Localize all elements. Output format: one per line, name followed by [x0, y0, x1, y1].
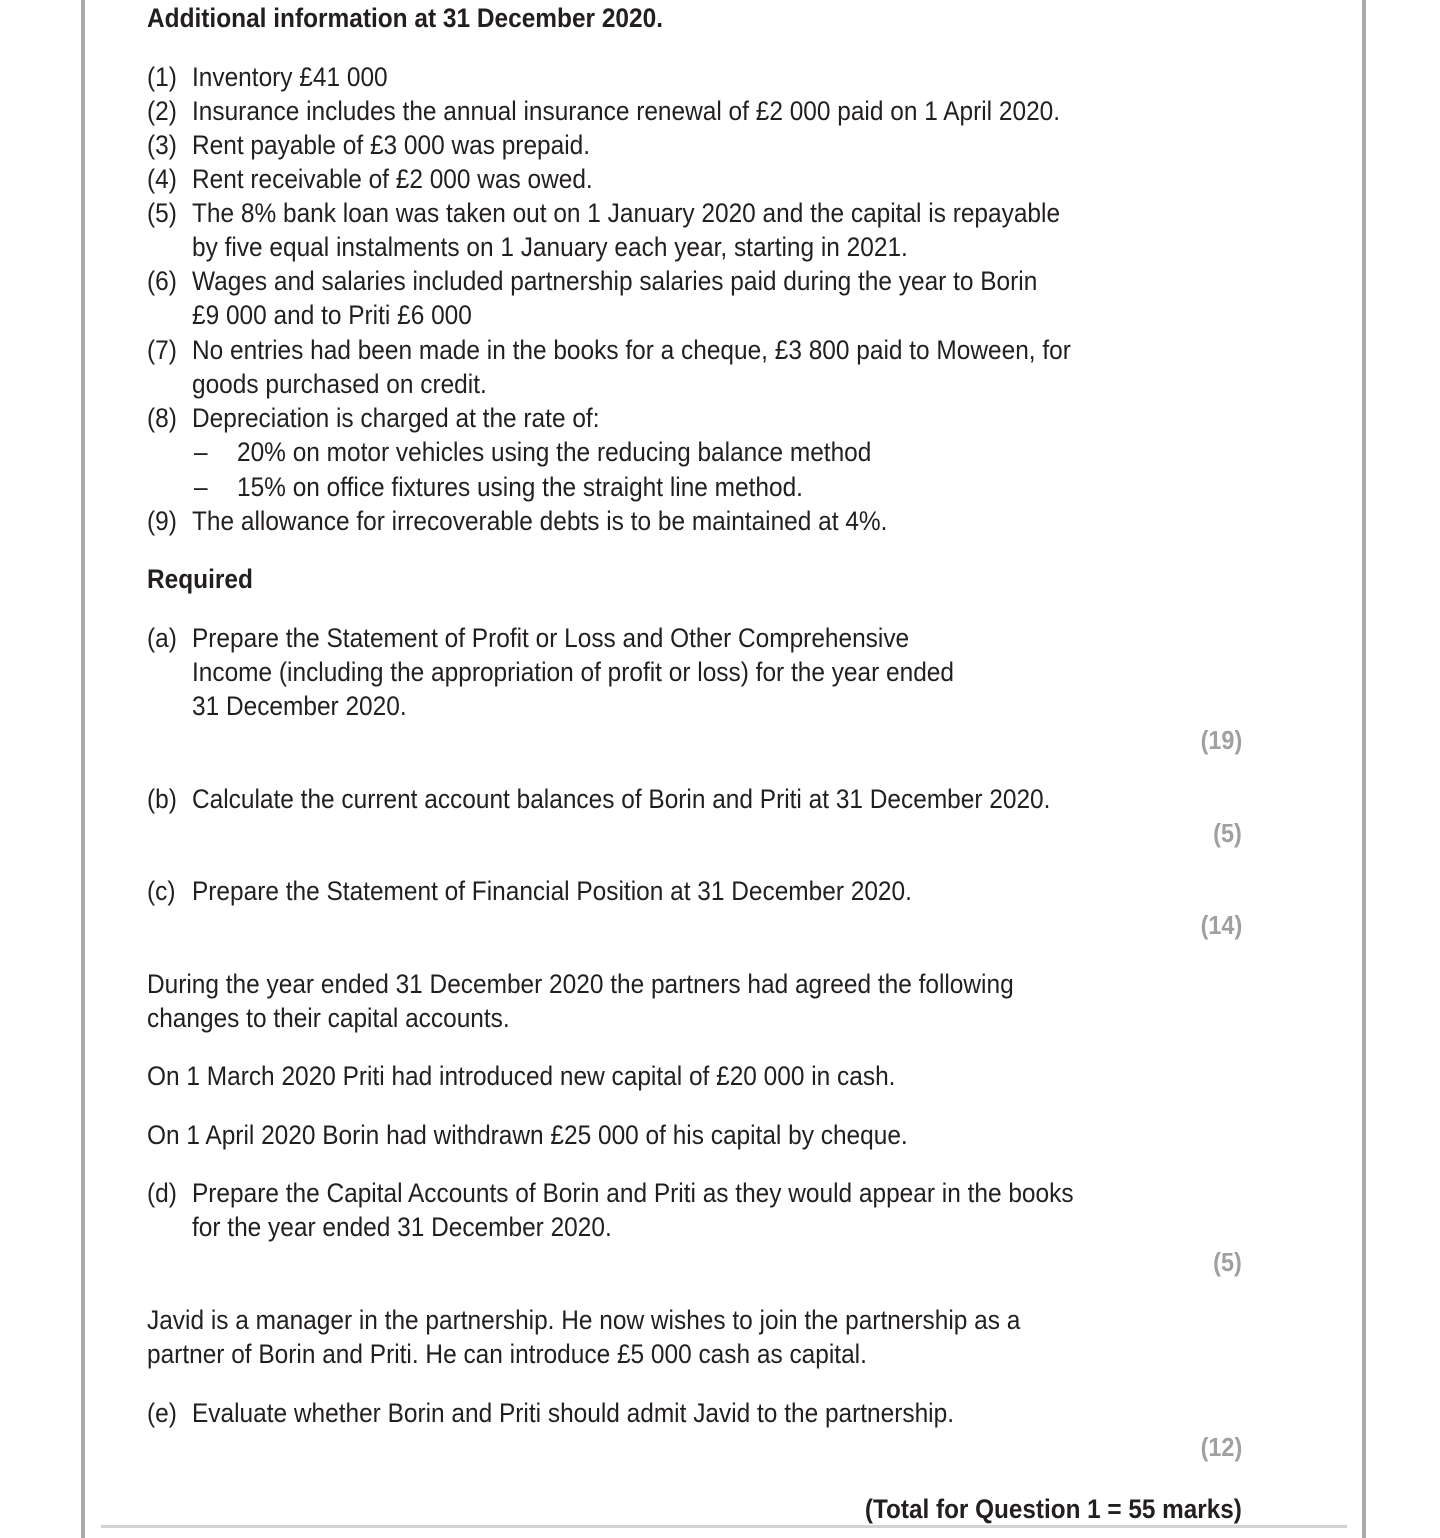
question-text-continued: Income (including the appropriation of profit or loss) for the year ended: [192, 657, 954, 687]
capital-changes-intro-continued: changes to their capital accounts.: [147, 1003, 510, 1033]
info-item-text: Insurance includes the annual insurance renewal of £2 000 paid on 1 April 2020.: [192, 96, 1061, 126]
marks-label: (5): [1213, 1247, 1242, 1277]
question-text: Prepare the Statement of Profit or Loss and Other Comprehensive: [192, 623, 910, 653]
info-item-text-continued: by five equal instalments on 1 January each year, starting in 2021.: [192, 232, 908, 262]
bottom-rule: [101, 1525, 1347, 1528]
info-item-text-continued: goods purchased on credit.: [192, 369, 487, 399]
question-label: (c): [147, 876, 176, 906]
info-item-text: Depreciation is charged at the rate of:: [192, 403, 600, 433]
info-item-number: (6): [147, 266, 177, 296]
info-item-text: The 8% bank loan was taken out on 1 January 2020 and the capital is repayable: [192, 198, 1061, 228]
info-item-number: (1): [147, 62, 177, 92]
info-item-text: No entries had been made in the books for a cheque, £3 800 paid to Moween, for: [192, 335, 1071, 365]
bullet-dash: –: [194, 472, 208, 502]
question-text: Prepare the Statement of Financial Position at 31 December 2020.: [192, 876, 912, 906]
info-item-number: (8): [147, 403, 177, 433]
info-item-number: (9): [147, 506, 177, 536]
info-item-text: Rent receivable of £2 000 was owed.: [192, 164, 593, 194]
question-label: (d): [147, 1178, 177, 1208]
marks-label: (19): [1200, 725, 1242, 755]
marks-label: (5): [1213, 818, 1242, 848]
question-text-continued: for the year ended 31 December 2020.: [192, 1212, 612, 1242]
question-total: (Total for Question 1 = 55 marks): [865, 1494, 1242, 1524]
info-item-number: (5): [147, 198, 177, 228]
question-text-continued: 31 December 2020.: [192, 691, 407, 721]
required-heading: Required: [147, 564, 253, 594]
page-border-left: [81, 0, 85, 1538]
bullet-dash: –: [194, 437, 208, 467]
marks-label: (12): [1200, 1432, 1242, 1462]
question-text: Evaluate whether Borin and Priti should admit Javid to the partnership.: [192, 1398, 954, 1428]
info-item-text: The allowance for irrecoverable debts is to be maintained at 4%.: [192, 506, 888, 536]
info-item-number: (4): [147, 164, 177, 194]
info-item-text: Inventory £41 000: [192, 62, 388, 92]
bullet-text: 15% on office fixtures using the straight line method.: [237, 472, 803, 502]
question-label: (b): [147, 784, 177, 814]
capital-change-borin: On 1 April 2020 Borin had withdrawn £25 000 of his capital by cheque.: [147, 1120, 908, 1150]
info-item-number: (2): [147, 96, 177, 126]
capital-changes-intro: During the year ended 31 December 2020 the partners had agreed the following: [147, 969, 1014, 999]
question-text: Calculate the current account balances of Borin and Priti at 31 December 2020.: [192, 784, 1051, 814]
question-label: (a): [147, 623, 177, 653]
additional-info-heading: Additional information at 31 December 2020.: [147, 3, 663, 33]
javid-intro-continued: partner of Borin and Priti. He can introduce £5 000 cash as capital.: [147, 1339, 867, 1369]
question-text: Prepare the Capital Accounts of Borin and Priti as they would appear in the books: [192, 1178, 1074, 1208]
page-border-right: [1362, 0, 1366, 1538]
question-label: (e): [147, 1398, 177, 1428]
capital-change-priti: On 1 March 2020 Priti had introduced new capital of £20 000 in cash.: [147, 1061, 896, 1091]
info-item-text: Rent payable of £3 000 was prepaid.: [192, 130, 591, 160]
info-item-number: (7): [147, 335, 177, 365]
info-item-text-continued: £9 000 and to Priti £6 000: [192, 300, 472, 330]
javid-intro: Javid is a manager in the partnership. He now wishes to join the partnership as a: [147, 1305, 1021, 1335]
bullet-text: 20% on motor vehicles using the reducing balance method: [237, 437, 872, 467]
marks-label: (14): [1200, 910, 1242, 940]
info-item-text: Wages and salaries included partnership salaries paid during the year to Borin: [192, 266, 1038, 296]
info-item-number: (3): [147, 130, 177, 160]
